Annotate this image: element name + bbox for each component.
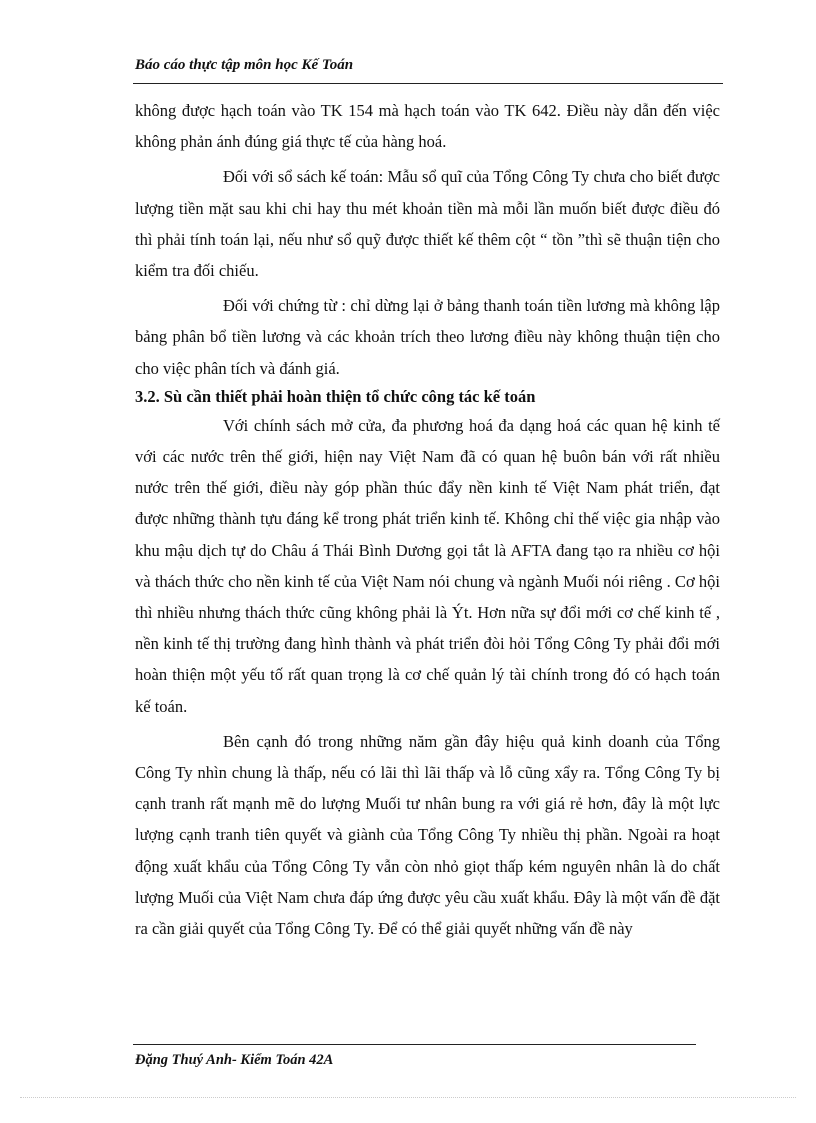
footer-divider [133, 1044, 696, 1045]
page-bottom-dotted-rule [20, 1097, 796, 1098]
paragraph-2: Đối với sổ sách kế toán: Mẫu sổ quĩ của Tổng Công Ty chưa cho biết được lượng tiền mặt sau khi chi hay thu mét khoản tiền mà mỗi lần muốn biết được điều đó thì phải tính toán lại, nếu như sổ quỹ được thiết kế thêm cột “ tồn ”thì sẽ thuận tiện cho kiểm tra đối chiếu. [135, 167, 720, 281]
page-footer-author: Đặng Thuý Anh- Kiểm Toán 42A [135, 1052, 334, 1068]
paragraph-1: không được hạch toán vào TK 154 mà hạch toán vào TK 642. Điều này dẫn đến việc không phản ánh đúng giá thực tế của hàng hoá. [135, 101, 720, 152]
page-header-title: Báo cáo thực tập môn học Kế Toán [135, 57, 354, 73]
header-divider [133, 83, 723, 84]
document-body [135, 95, 720, 944]
paragraph-3: Đối với chứng từ : chỉ dừng lại ở bảng thanh toán tiền lương mà không lập bảng phân bổ tiền lương và các khoản trích theo lương điều này không thuận tiện cho cho việc phân tích và đánh giá. [135, 296, 720, 378]
paragraph-5: Bên cạnh đó trong những năm gần đây hiệu quả kinh doanh của Tổng Công Ty nhìn chung là thấp, nếu có lãi thì lãi thấp và lỗ cũng xẩy ra. Tổng Công Ty bị cạnh tranh rất mạnh mẽ do lượng Muối tư nhân bung ra với giá rẻ hơn, đây là một lực lượng cạnh tranh tiên quyết và giành của Tổng Công Ty nhiều thị phần. Ngoài ra hoạt động xuất khẩu của Tổng Công Ty vẫn còn nhỏ giọt thấp kém nguyên nhân là do chất lượng Muối của Việt Nam chưa đáp ứng được yêu cầu xuất khẩu. Đây là một vấn đề đặt ra cần giải quyết của Tổng Công Ty. Để có thể giải quyết những vấn đề này [135, 731, 720, 939]
section-heading: 3.2. Sù cần thiết phải hoàn thiện tổ chức công tác kế toán [135, 386, 536, 406]
paragraph-4: Với chính sách mở cửa, đa phương hoá đa dạng hoá các quan hệ kinh tế với các nước trên thế giới, hiện nay Việt Nam đã có quan hệ buôn bán với rất nhiều nước trên thế giới, điều này góp phần thúc đẩy nền kinh tế Việt Nam phát triển, đạt được những thành tựu đáng kể trong phát triển kinh tế. Không chỉ thế việc gia nhập vào khu mậu dịch tự do Châu á Thái Bình Dương gọi tắt là AFTA đang tạo ra nhiều cơ hội và thách thức cho nền kinh tế của Việt Nam nói chung và ngành Muối nói riêng . Cơ hội thì nhiều nhưng thách thức cũng không phải là Ýt. Hơn nữa sự đổi mới cơ chế kinh tế , nền kinh tế thị trường đang hình thành và phát triển đòi hỏi Tổng Công Ty phải đổi mới hoàn thiện một yếu tố rất quan trọng là cơ chế quản lý tài chính trong đó có hạch toán kế toán. [135, 415, 720, 716]
